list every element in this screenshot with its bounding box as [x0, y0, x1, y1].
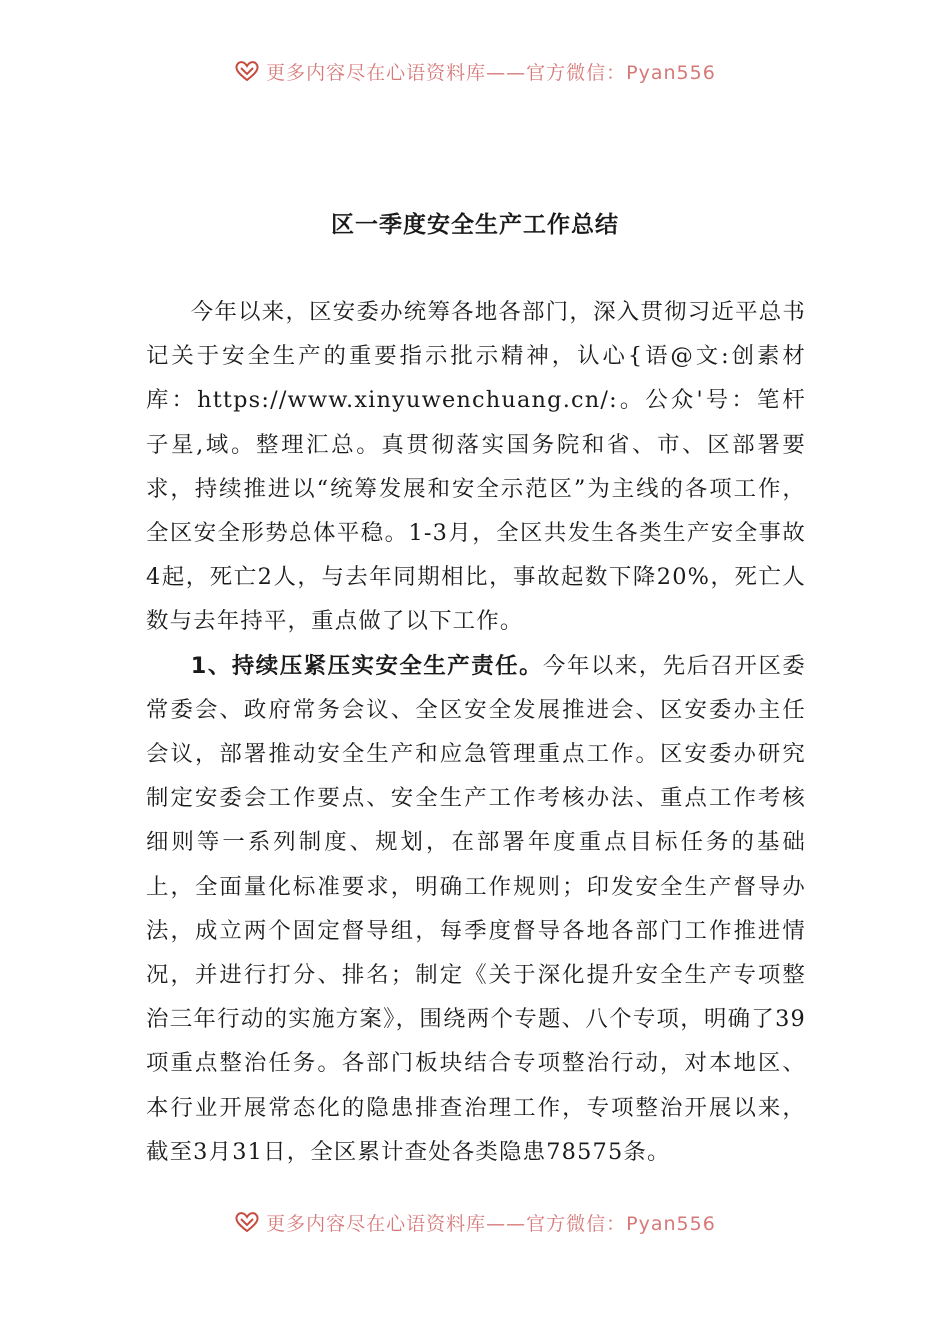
section-1-text: 今年以来，先后召开区委常委会、政府常务会议、全区安全发展推进会、区安委办主任会议，部署推动安全生产和应急管理重点工作。区安委办研究制定安委会工作要点、安全生产工作考核办法、重点工作考核细则等一系列制度、规划，在部署年度重点目标任务的基础上，全面量化标准要求，明确工作规则；印发安全生产督导办法，成立两个固定督导组，每季度督导各地各部门工作推进情况，并进行打分、排名；制定《关于深化提升安全生产专项整治三年行动的实施方案》，围绕两个专题、八个专项，明确了39项重点整治任务。各部门板块结合专项整治行动，对本地区、本行业开展常态化的隐患排查治理工作，专项整治开展以来，截至3月31日，全区累计查处各类隐患78575条。: [146, 652, 806, 1165]
paragraph-intro: [146, 290, 806, 644]
watermark-header: [0, 57, 950, 85]
watermark-text: 更多内容尽在心语资料库——官方微信：Pyan556: [266, 1212, 716, 1235]
heart-logo-icon: [234, 60, 260, 82]
heart-logo-icon: [234, 1211, 260, 1233]
paragraph-intro-text: 今年以来，区安委办统筹各地各部门，深入贯彻习近平总书记关于安全生产的重要指示批示精神，认心{语@文:创素材库：https://www.xinyuwenchuang.cn/:。公众'号：笔杆子星,域。整理汇总。真贯彻落实国务院和省、市、区部署要求，持续推进以“统筹发展和安全示范区”为主线的各项工作，全区安全形势总体平稳。1-3月，全区共发生各类生产安全事故4起，死亡2人，与去年同期相比，事故起数下降20%，死亡人数与去年持平，重点做了以下工作。: [146, 299, 806, 635]
watermark-footer: [0, 1208, 950, 1236]
paragraph-section-1: [146, 644, 806, 1174]
document-title: 区一季度安全生产工作总结: [331, 212, 619, 238]
document-body: [146, 290, 806, 1174]
watermark-text: 更多内容尽在心语资料库——官方微信：Pyan556: [266, 61, 716, 84]
section-1-heading: 1、持续压紧压实安全生产责任。: [190, 652, 544, 679]
